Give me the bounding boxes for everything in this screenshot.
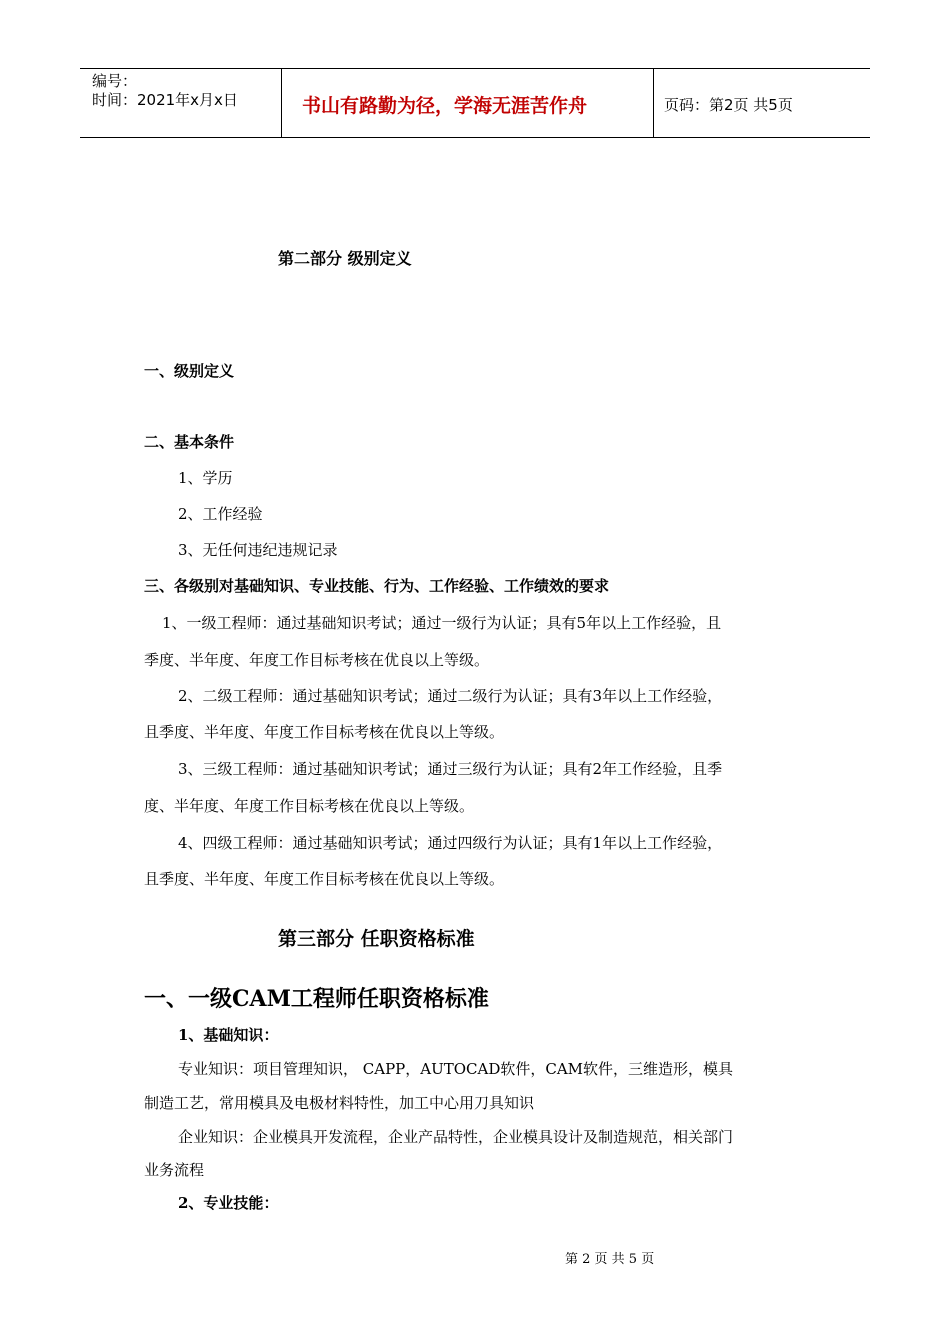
body-line: 业务流程: [144, 1161, 205, 1179]
page-header: [80, 68, 870, 138]
requirement-line: 且季度、半年度、年度工作目标考核在优良以上等级。: [144, 723, 505, 741]
subheading-basic-knowledge: 1、基础知识：: [178, 1026, 279, 1044]
header-motto-cell: [282, 69, 654, 137]
part3-title: 第三部分 任职资格标准: [278, 928, 475, 950]
section-heading-basic-conditions: 二、基本条件: [144, 433, 235, 451]
condition-item: 3、无任何违纪违规记录: [178, 541, 338, 559]
subheading-professional-skills: 2、专业技能：: [178, 1194, 279, 1212]
doc-date: 时间：2021年x月x日: [92, 91, 238, 109]
doc-number-label: 编号：: [92, 72, 138, 90]
condition-item: 1、学历: [178, 469, 233, 487]
part2-title: 第二部分 级别定义: [278, 249, 412, 268]
requirement-line: 度、半年度、年度工作目标考核在优良以上等级。: [144, 797, 475, 815]
footer-page-number: 第 2 页 共 5 页: [565, 1252, 655, 1267]
body-line: 专业知识：项目管理知识， CAPP，AUTOCAD软件，CAM软件，三维造形，模具: [178, 1060, 734, 1078]
requirement-line: 2、二级工程师：通过基础知识考试；通过二级行为认证；具有3年以上工作经验，: [178, 687, 723, 705]
body-line: 企业知识：企业模具开发流程，企业产品特性，企业模具设计及制造规范，相关部门: [178, 1128, 734, 1146]
section-heading-level-definition: 一、级别定义: [144, 362, 235, 380]
requirement-line: 3、三级工程师：通过基础知识考试；通过三级行为认证；具有2年工作经验，且季: [178, 760, 723, 778]
requirement-line: 季度、半年度、年度工作目标考核在优良以上等级。: [144, 651, 490, 669]
header-page-cell: [654, 69, 870, 137]
header-meta-cell: [80, 69, 282, 137]
requirement-line: 4、四级工程师：通过基础知识考试；通过四级行为认证；具有1年以上工作经验，: [178, 834, 723, 852]
part3-heading-cam-engineer: 一、一级CAM工程师任职资格标准: [144, 986, 489, 1012]
section-heading-requirements: 三、各级别对基础知识、专业技能、行为、工作经验、工作绩效的要求: [144, 577, 610, 595]
requirement-line: 1、一级工程师：通过基础知识考试；通过一级行为认证；具有5年以上工作经验，且: [162, 614, 722, 632]
condition-item: 2、工作经验: [178, 505, 263, 523]
header-page-info: 页码：第2页 共5页: [664, 96, 793, 114]
body-line: 制造工艺，常用模具及电极材料特性，加工中心用刀具知识: [144, 1094, 535, 1112]
header-motto: 书山有路勤为径，学海无涯苦作舟: [302, 95, 588, 117]
requirement-line: 且季度、半年度、年度工作目标考核在优良以上等级。: [144, 870, 505, 888]
